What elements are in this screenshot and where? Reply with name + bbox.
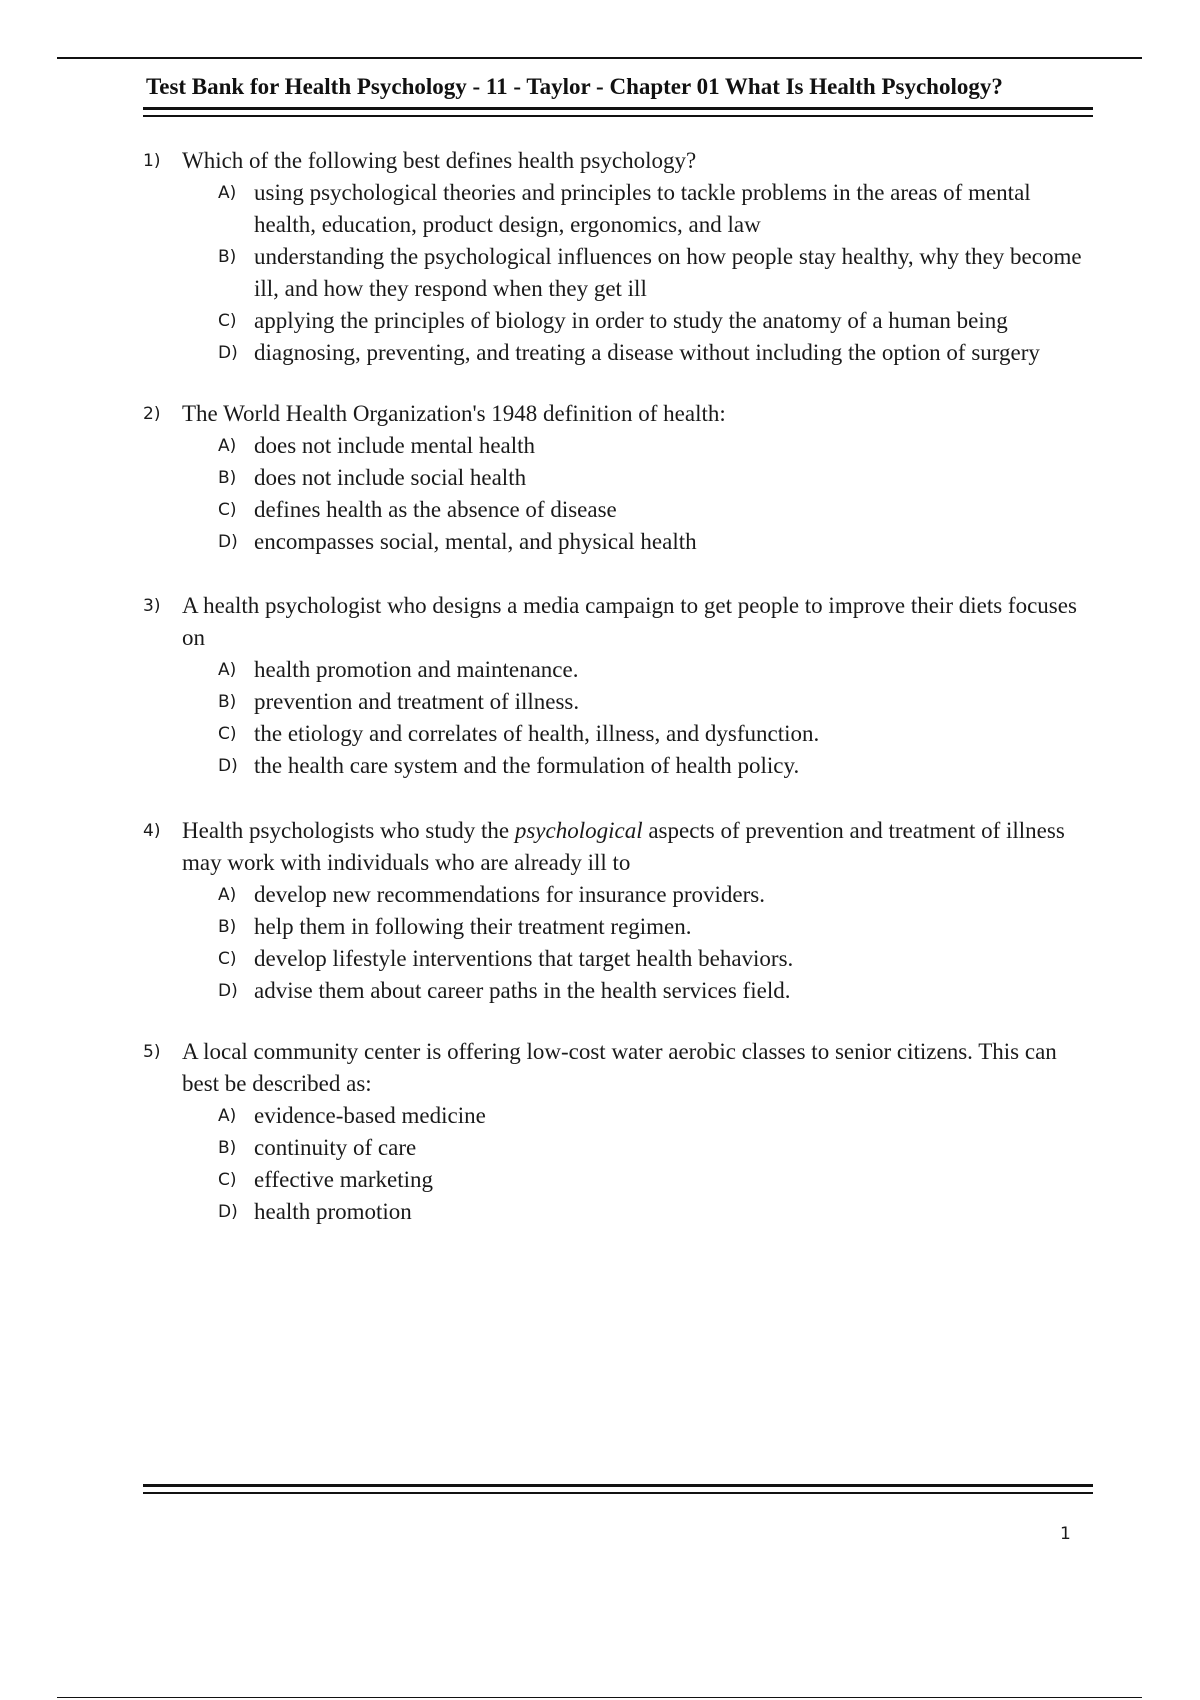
option-d <box>143 1196 1093 1228</box>
option-b <box>143 686 1093 718</box>
option-text: does not include social health <box>254 465 527 490</box>
option-text: develop new recommendations for insurance providers. <box>254 882 765 907</box>
option-d <box>143 975 1093 1007</box>
footer-double-rule <box>143 1484 1093 1494</box>
option-c <box>143 305 1093 337</box>
option-letter: D) <box>218 981 238 1001</box>
question-5 <box>143 1036 1093 1228</box>
page-number: 1 <box>1060 1524 1071 1544</box>
question-stem <box>143 815 1093 879</box>
question-stem <box>143 590 1093 654</box>
option-text: effective marketing <box>254 1167 434 1192</box>
question-3 <box>143 590 1093 782</box>
option-text: the health care system and the formulation of health policy. <box>254 753 800 778</box>
option-a <box>143 1100 1093 1132</box>
option-letter: D) <box>218 343 238 363</box>
question-text: The World Health Organization's 1948 definition of health: <box>182 401 726 426</box>
option-letter: B) <box>218 692 237 712</box>
option-letter: A) <box>218 183 237 203</box>
question-stem <box>143 1036 1093 1100</box>
question-text-emphasis: psychological <box>514 818 643 843</box>
option-text: prevention and treatment of illness. <box>254 689 580 714</box>
option-text: understanding the psychological influences on how people stay healthy, why they become ill, and how they respond when they get ill <box>254 244 1082 301</box>
question-1 <box>143 145 1093 369</box>
option-b <box>143 241 1093 305</box>
option-letter: D) <box>218 1202 238 1222</box>
option-letter: C) <box>218 500 237 520</box>
question-4 <box>143 815 1093 1007</box>
option-c <box>143 1164 1093 1196</box>
header-double-rule <box>143 107 1093 117</box>
option-letter: A) <box>218 660 237 680</box>
option-d <box>143 750 1093 782</box>
question-stem <box>143 145 1093 177</box>
option-text: help them in following their treatment regimen. <box>254 914 692 939</box>
option-b <box>143 1132 1093 1164</box>
question-number: 3) <box>143 596 161 616</box>
option-letter: D) <box>218 756 238 776</box>
option-text: evidence-based medicine <box>254 1103 486 1128</box>
option-a <box>143 654 1093 686</box>
option-a <box>143 177 1093 241</box>
option-b <box>143 911 1093 943</box>
question-text: A local community center is offering low-cost water aerobic classes to senior citizens. This can best be described as: <box>182 1039 1057 1096</box>
option-text: defines health as the absence of disease <box>254 497 617 522</box>
option-letter: A) <box>218 436 237 456</box>
option-text: encompasses social, mental, and physical health <box>254 529 697 554</box>
option-text: applying the principles of biology in order to study the anatomy of a human being <box>254 308 1008 333</box>
option-c <box>143 943 1093 975</box>
option-c <box>143 494 1093 526</box>
option-letter: C) <box>218 724 237 744</box>
question-number: 5) <box>143 1042 161 1062</box>
question-text: Which of the following best defines health psychology? <box>182 148 697 173</box>
option-letter: C) <box>218 311 237 331</box>
option-b <box>143 462 1093 494</box>
option-a <box>143 430 1093 462</box>
option-d <box>143 337 1093 369</box>
option-text: does not include mental health <box>254 433 536 458</box>
option-letter: B) <box>218 1138 237 1158</box>
question-text: A health psychologist who designs a media campaign to get people to improve their diets focuses on <box>182 593 1077 650</box>
option-text: the etiology and correlates of health, illness, and dysfunction. <box>254 721 820 746</box>
option-letter: D) <box>218 532 238 552</box>
option-text: health promotion <box>254 1199 412 1224</box>
option-letter: B) <box>218 917 237 937</box>
header-title: Test Bank for Health Psychology - 11 - Taylor - Chapter 01 What Is Health Psychology? <box>146 74 1003 99</box>
question-number: 1) <box>143 151 161 171</box>
question-text-after: aspects of prevention and treatment of illness may work with individuals who are already ill to <box>182 818 1065 875</box>
option-text: develop lifestyle interventions that target health behaviors. <box>254 946 794 971</box>
option-text: continuity of care <box>254 1135 417 1160</box>
option-letter: A) <box>218 1106 237 1126</box>
option-text: diagnosing, preventing, and treating a disease without including the option of surgery <box>254 340 1040 365</box>
question-text-before: Health psychologists who study the <box>182 818 515 843</box>
question-number: 4) <box>143 821 161 841</box>
question-2 <box>143 398 1093 558</box>
question-number: 2) <box>143 404 161 424</box>
option-a <box>143 879 1093 911</box>
option-letter: C) <box>218 1170 237 1190</box>
option-text: using psychological theories and principles to tackle problems in the areas of mental health, education, product design, ergonomics, and law <box>254 180 1031 237</box>
page-bottom-rule <box>57 1697 1142 1698</box>
option-c <box>143 718 1093 750</box>
page-top-rule <box>57 57 1142 59</box>
option-letter: B) <box>218 247 237 267</box>
option-text: advise them about career paths in the health services field. <box>254 978 791 1003</box>
option-letter: B) <box>218 468 237 488</box>
question-stem <box>143 398 1093 430</box>
option-letter: C) <box>218 949 237 969</box>
option-d <box>143 526 1093 558</box>
option-text: health promotion and maintenance. <box>254 657 579 682</box>
option-letter: A) <box>218 885 237 905</box>
